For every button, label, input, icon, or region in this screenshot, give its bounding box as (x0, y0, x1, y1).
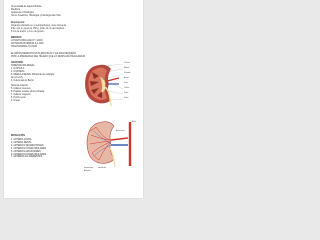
fig2-label: Segmentaria (84, 168, 94, 169)
anatomy-item: 8. Pelvis renal (11, 96, 26, 99)
measures-line-3: TRANSVERSAL 5 A 6CM (11, 46, 38, 48)
header-line-3: Anatomía e Histología (11, 12, 34, 14)
anatomy-item: 5. Cálices menores (11, 88, 31, 91)
anatomy-heading: ANATOMÍA (11, 62, 24, 64)
renal-artery (111, 138, 128, 140)
fig1-label: Pelvis (124, 93, 129, 94)
kidney-section-figure (81, 60, 139, 108)
document-page (4, 0, 143, 198)
intro-line-2: frijol, con un peso de 150 g, mide 12 cm de longitud, (11, 28, 65, 30)
fig1-label: Pirámide (124, 73, 131, 74)
fig2-label: Arciforme (84, 171, 91, 172)
anatomy-item: 3. MÉDULA RENAL (Pirámide de malpighi (11, 73, 55, 76)
fig1-label: Corteza (124, 63, 130, 64)
measures-line-1: LONGITUDINAL DE 8 Y 12CM (11, 40, 43, 42)
fig1-label: Uréter (124, 98, 129, 99)
intro-heading: Descripción: (11, 22, 25, 24)
anatomy-item: 6. Papilas renales (Área cribosa) (11, 91, 45, 94)
measures-heading: MEDIDAS (11, 37, 22, 39)
fig1-label: Cálices (124, 88, 130, 89)
intro-line-3: 6 cm de ancho y 3 cm de grosor. (11, 31, 45, 33)
measures-line-2: ANTEROPOSTERIOR 3 A 4CM (11, 43, 44, 45)
anatomy-item: 4. Columnas de Bertin (11, 79, 34, 82)
question-line-1: EL RIÑÓN DERECHO ESTA MAS BAJO Y ES MAS PEQUEÑO (11, 53, 77, 55)
irrigation-item: 3. ARTERIAS SEGMENTARIAS (11, 144, 44, 147)
renal-artery (107, 78, 119, 81)
irrigation-item: 5. ARTERIAS ARCIFORMES (11, 150, 41, 153)
header-line-1: Universidad de Aquino Bolivia (11, 6, 42, 8)
anatomy-item: PARÉNQUIMA RENAL: (11, 65, 36, 67)
anatomy-item: de 12 a 18) (11, 76, 23, 79)
fig1-label: Arteria (124, 78, 129, 79)
anatomy-item: 7. Cálices mayores (11, 94, 31, 97)
irrigation-item: 7. ARTERIOLAS AFERENTES (11, 156, 43, 159)
irrigation-item: 6. ARTERIAS INTERLOBULARES (11, 153, 47, 156)
question-line-2: POR LA PRESENCIA DEL HÍGADO QUE LO DESPLAZA HACIA ABAJO (11, 56, 86, 58)
anatomy-item: Sistema colector: (11, 85, 29, 88)
header-line-2: Medicina (11, 9, 21, 11)
anatomy-item: 2. CORTEZA (11, 70, 25, 73)
fig1-label: Vena (124, 83, 128, 84)
irrigation-item: 4. ARTERIAS INTERLOBULARES (11, 147, 47, 150)
irrigation-list (11, 139, 46, 159)
intro-line-1: Órganos ubicados en el retroperitoneo, tiene forma de (11, 25, 67, 27)
anatomy-item: 1. CÁPSULA (11, 67, 25, 70)
fig1-label: Médula (124, 68, 130, 69)
fig2-label: Arteria renal (116, 131, 125, 132)
kidney-irrigation-figure (82, 118, 138, 168)
anatomy-item: 9. Uréter (11, 99, 20, 102)
fig2-label: Aorta (132, 122, 136, 123)
fig2-label: Interlobular (98, 168, 106, 169)
irrigation-item: 1. ARTERIA AORTA (11, 139, 32, 141)
header-line-4: Tema: Anatomía, Histología y Fisiología del riñón (11, 15, 61, 17)
anatomy-list (11, 65, 54, 103)
irrigation-item: 2. ARTERIA RENAL (11, 141, 32, 144)
irrigation-heading: IRRIGACIÓN (11, 135, 25, 137)
